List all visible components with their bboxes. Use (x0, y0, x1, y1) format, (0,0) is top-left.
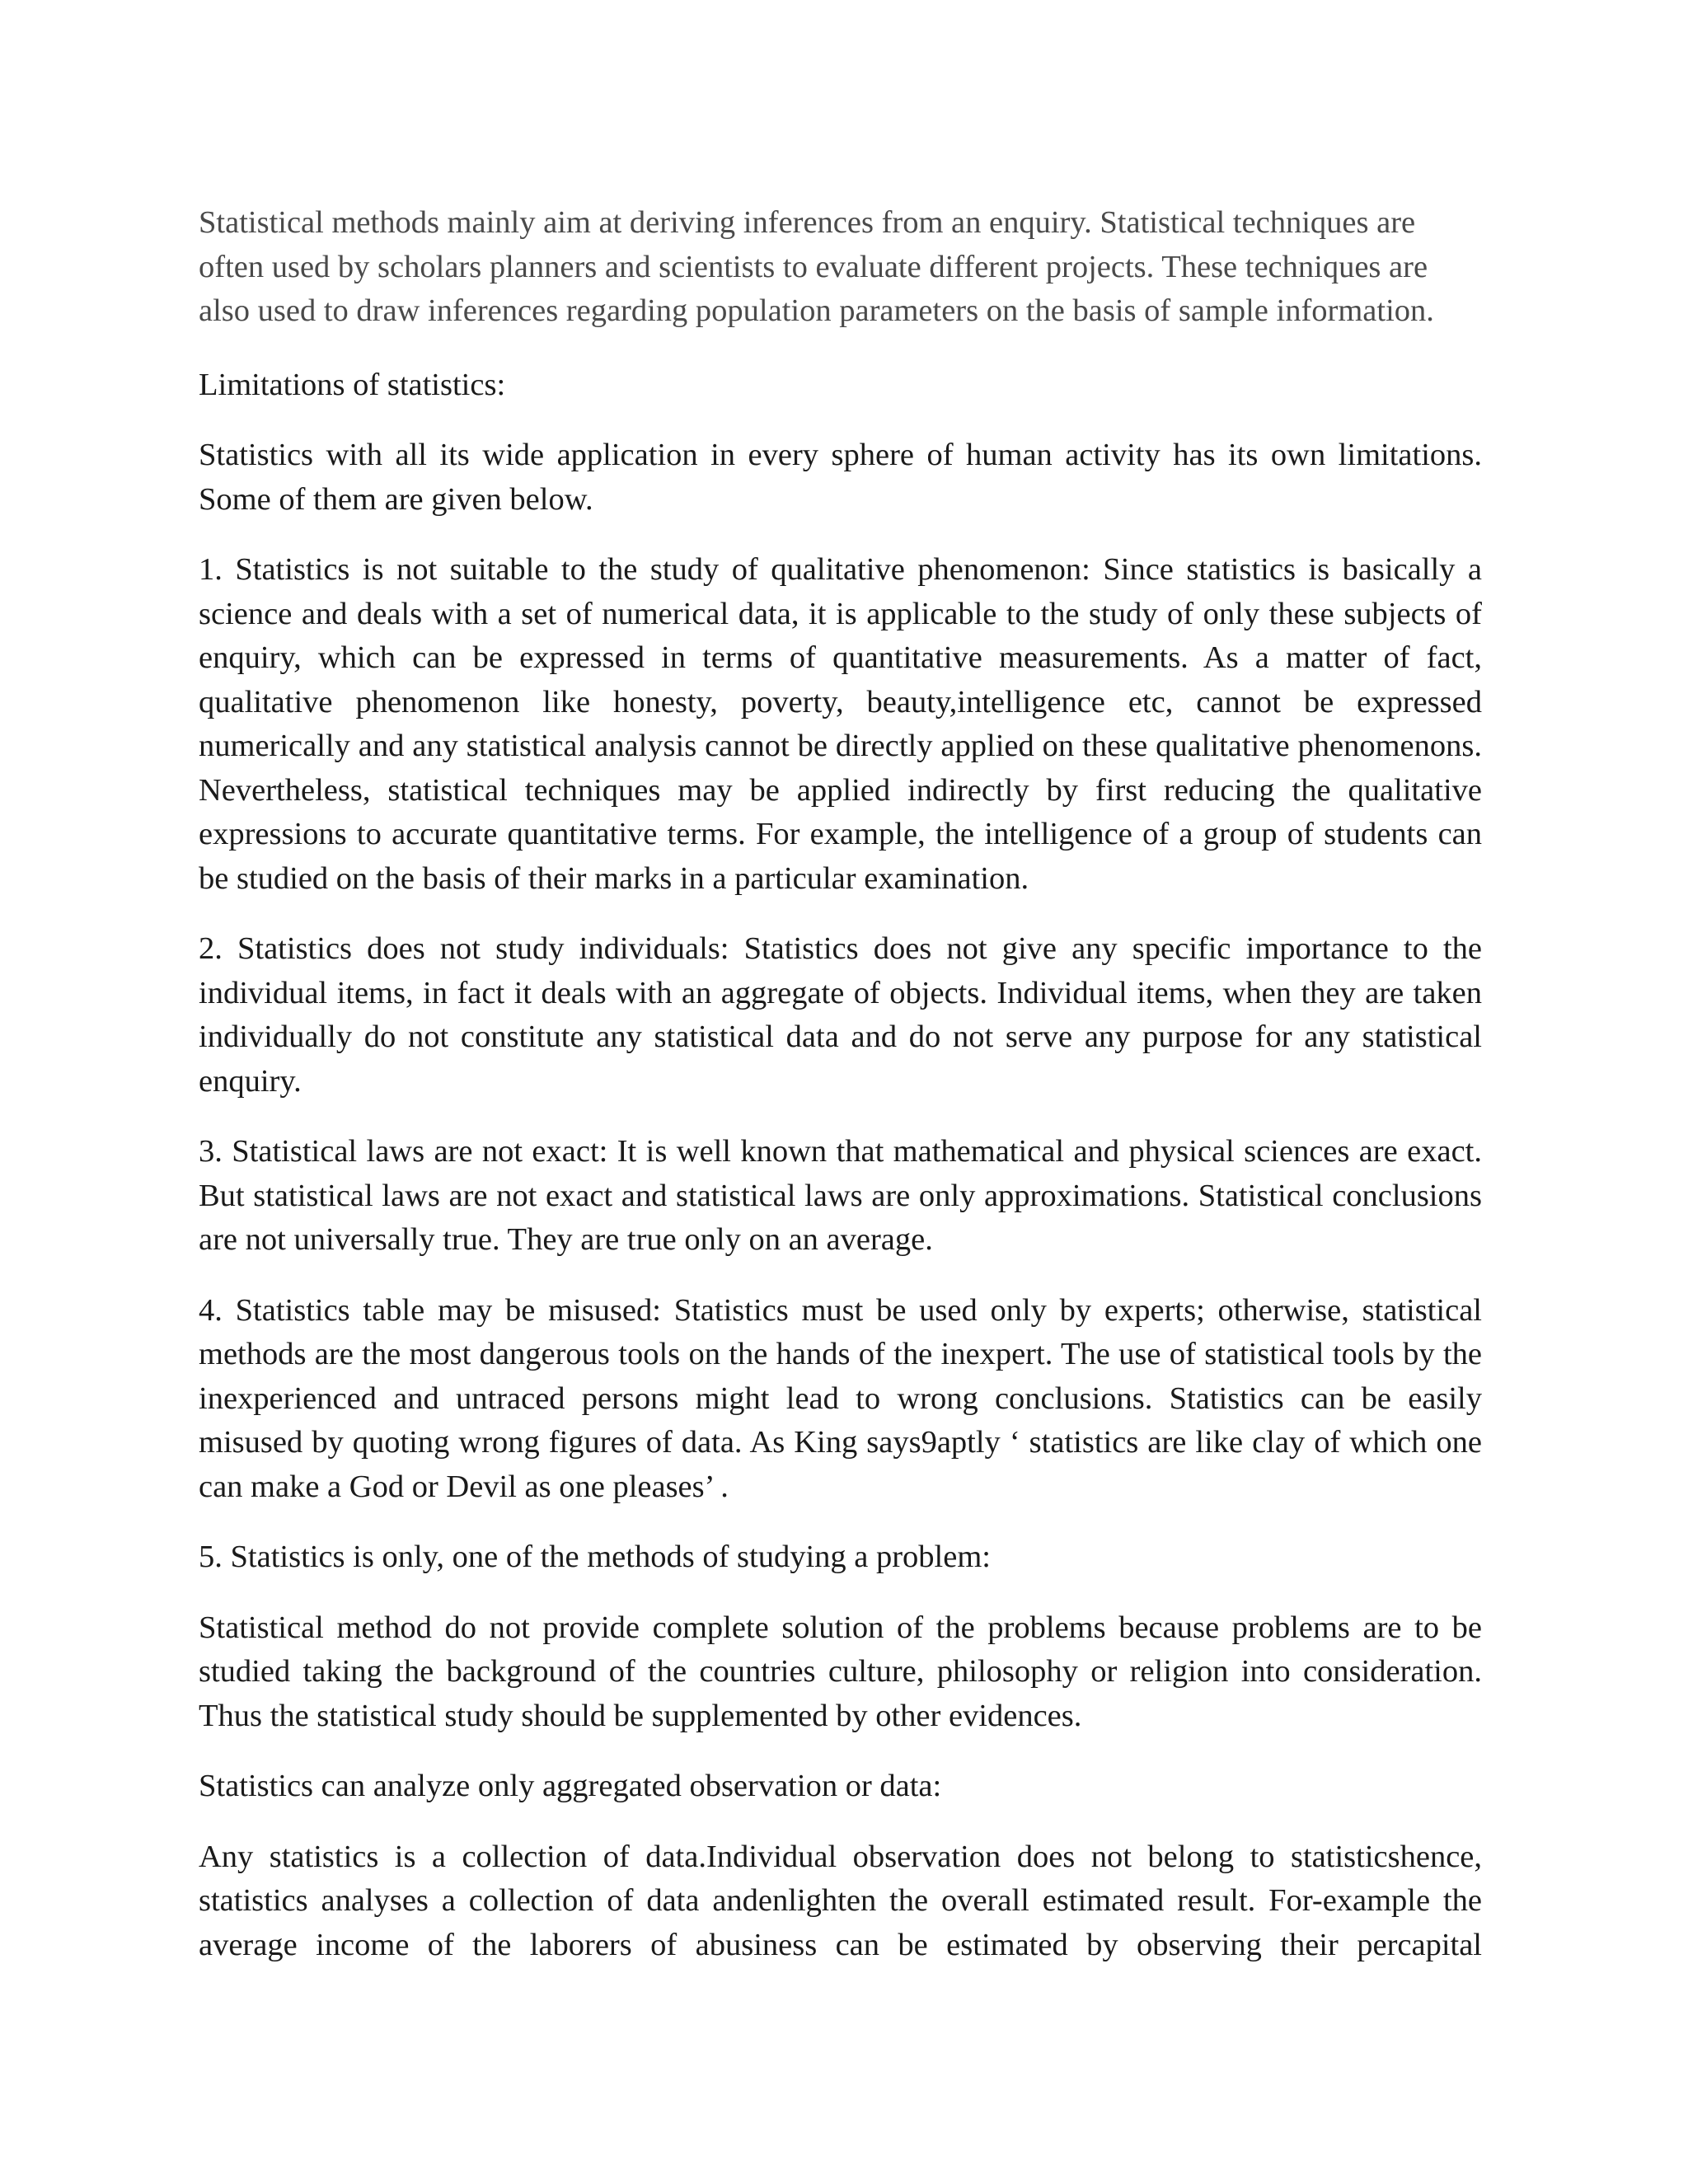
limitation-2-paragraph: 2. Statistics does not study individuals: Statistics does not give any specific importance to the individual items, in fact it deals with an aggregate of objects. Individual items, when they are taken individually do not constitute any statistical data and do not serve any purpose for any statistical enquiry. (199, 931, 1482, 1099)
limitations-intro-paragraph: Statistics with all its wide application in every sphere of human activity has its own limitations. Some of them are given below. (199, 438, 1482, 517)
aggregated-data-paragraph: Any statistics is a collection of data.Individual observation does not belong to statisticshence, statistics analyses a collection of data andenlighten the overall estimated result. For-example the average income of the laborers of abusiness can be estimated by observing their percapital (199, 1839, 1482, 1962)
limitation-1-paragraph: 1. Statistics is not suitable to the study of qualitative phenomenon: Since statistics is basically a science and deals with a set of numerical data, it is applicable to the study of only these subjects of enquiry, which can be expressed in terms of quantitative measurements. As a matter of fact, qualitative phenomenon like honesty, poverty, beauty,intelligence etc, cannot be expressed numerically and any statistical analysis cannot be directly applied on these qualitative phenomenons. Nevertheless, statistical techniques may be applied indirectly by first reducing the qualitative expressions to accurate quantitative terms. For example, the intelligence of a group of students can be studied on the basis of their marks in a particular examination. (199, 552, 1482, 896)
limitation-5-heading: 5. Statistics is only, one of the methods of studying a problem: (199, 1540, 991, 1574)
limitation-5-paragraph: Statistical method do not provide complete solution of the problems because problems are to be studied taking the background of the countries culture, philosophy or religion into consideration. Thus the statistical study should be supplemented by other evidences. (199, 1610, 1482, 1733)
aggregated-data-heading: Statistics can analyze only aggregated observation or data: (199, 1769, 942, 1803)
document-page (199, 201, 1482, 1994)
section-heading-limitations: Limitations of statistics: (199, 367, 506, 402)
limitation-4-paragraph: 4. Statistics table may be misused: Statistics must be used only by experts; otherwise, statistical methods are the most dangerous tools on the hands of the inexpert. The use of statistical tools by the inexperienced and untraced persons might lead to wrong conclusions. Statistics can be easily misused by quoting wrong figures of data. As King says9aptly ‘ statistics are like clay of which one can make a God or Devil as one pleases’ . (199, 1292, 1482, 1504)
limitation-3-paragraph: 3. Statistical laws are not exact: It is well known that mathematical and physical sciences are exact. But statistical laws are not exact and statistical laws are only approximations. Statistical conclusions are not universally true. They are true only on an average. (199, 1134, 1482, 1257)
intro-paragraph: Statistical methods mainly aim at deriving inferences from an enquiry. Statistical techniques are often used by scholars planners and scientists to evaluate different projects. These techniques are also used to draw inferences regarding population parameters on the basis of sample information. (199, 205, 1434, 328)
